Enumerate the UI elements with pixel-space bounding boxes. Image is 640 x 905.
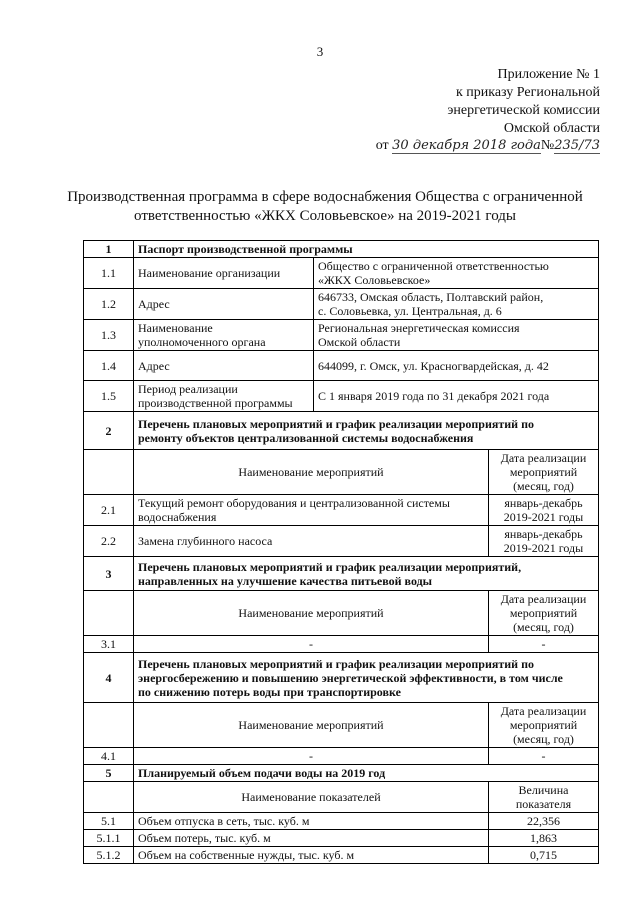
appendix-header (340, 66, 600, 138)
table-row (84, 748, 599, 765)
column-header-row (84, 703, 599, 748)
table-row (84, 636, 599, 653)
number-label: № (540, 138, 555, 153)
row-name: Замена глубинного насоса (134, 526, 489, 557)
row-name: - (134, 636, 489, 653)
date-line: январь-декабрь (504, 496, 583, 510)
row-label: Наименование организации (134, 258, 314, 289)
row-name: - (134, 748, 489, 765)
table-row (84, 813, 599, 830)
section4-header-row (84, 653, 599, 703)
name-line: Текущий ремонт оборудования и централизованной системы (138, 496, 450, 510)
column-header-row (84, 782, 599, 813)
handwritten-date: 30 декабря 2018 года (392, 138, 541, 153)
value-line: 646733, Омская область, Полтавский район, (318, 290, 544, 304)
row-number: 1.4 (84, 351, 134, 381)
date-line: 2019-2021 годы (503, 510, 584, 524)
value-line: Омской области (318, 335, 401, 349)
section-number: 2 (84, 412, 134, 450)
row-number: 5.1 (84, 813, 134, 830)
empty-cell (84, 591, 134, 636)
row-name: Объем отпуска в сеть, тыс. куб. м (134, 813, 489, 830)
section-title: Паспорт производственной программы (134, 241, 599, 258)
appendix-line2: к приказу Региональной (455, 85, 600, 100)
row-value: 0,715 (489, 847, 599, 864)
row-number: 3.1 (84, 636, 134, 653)
production-program-table (83, 240, 599, 864)
section2-header-row (84, 412, 599, 450)
document-title (40, 188, 610, 226)
section-number: 5 (84, 765, 134, 782)
row-number: 1.2 (84, 289, 134, 320)
label-line: Период реализации (138, 382, 238, 396)
column-header-date (489, 450, 599, 495)
row-number: 1.5 (84, 381, 134, 412)
date-line: 2019-2021 годы (503, 541, 584, 555)
row-number: 4.1 (84, 748, 134, 765)
title-line: Перечень плановых мероприятий и график реализации мероприятий по (138, 416, 535, 431)
title-line2: ответственностью «ЖКХ Соловьевское» на 2019-2021 годы (134, 208, 516, 224)
section5-header-row (84, 765, 599, 782)
row-label: Адрес (134, 289, 314, 320)
row-number: 1.3 (84, 320, 134, 351)
section-number: 3 (84, 557, 134, 591)
row-value: С 1 января 2019 года по 31 декабря 2021 года (314, 381, 599, 412)
row-name: Объем на собственные нужды, тыс. куб. м (134, 847, 489, 864)
title-line: по снижению потерь воды при транспортировке (138, 684, 401, 699)
row-date: - (489, 636, 599, 653)
appendix-line4: Омской области (503, 121, 600, 136)
row-number: 2.2 (84, 526, 134, 557)
row-value: 22,356 (489, 813, 599, 830)
column-header-name: Наименование показателей (134, 782, 489, 813)
row-value (314, 320, 599, 351)
label-line: уполномоченного органа (138, 335, 266, 349)
title-line: направленных на улучшение качества питьевой воды (138, 573, 433, 588)
table-row (84, 830, 599, 847)
order-date-line (300, 138, 600, 154)
header-line: Дата реализации (500, 451, 587, 465)
table-row (84, 320, 599, 351)
title-line: ремонту объектов централизованной системы водоснабжения (138, 430, 474, 445)
row-label: Адрес (134, 351, 314, 381)
column-header-date (489, 591, 599, 636)
header-line: Дата реализации (500, 704, 587, 718)
column-header-value (489, 782, 599, 813)
label-line: Наименование (138, 321, 213, 335)
table-row (84, 381, 599, 412)
row-date (489, 495, 599, 526)
header-line: (месяц, год) (513, 732, 574, 746)
header-line: мероприятий (509, 606, 578, 620)
table-row (84, 526, 599, 557)
value-line: с. Соловьевка, ул. Центральная, д. 6 (318, 304, 502, 318)
value-line: Региональная энергетическая комиссия (318, 321, 520, 335)
empty-cell (84, 703, 134, 748)
title-line: Перечень плановых мероприятий и график реализации мероприятий по (138, 656, 535, 671)
row-value (314, 289, 599, 320)
header-line: мероприятий (509, 718, 578, 732)
row-number: 5.1.2 (84, 847, 134, 864)
section-title (134, 557, 599, 591)
appendix-line1: Приложение № 1 (497, 67, 600, 82)
page-number: 3 (316, 44, 324, 59)
column-header-name: Наименование мероприятий (134, 591, 489, 636)
date-line: январь-декабрь (504, 527, 583, 541)
from-label: от (375, 138, 389, 153)
section-title (134, 653, 599, 703)
column-header-name: Наименование мероприятий (134, 450, 489, 495)
row-value (314, 258, 599, 289)
handwritten-number: 235/73 (554, 138, 600, 153)
table-row (84, 351, 599, 381)
header-line: (месяц, год) (513, 479, 574, 493)
column-header-name: Наименование мероприятий (134, 703, 489, 748)
row-date (489, 526, 599, 557)
row-date: - (489, 748, 599, 765)
section-number: 1 (84, 241, 134, 258)
title-line1: Производственная программа в сфере водоснабжения Общества с ограниченной (67, 189, 583, 205)
row-number: 1.1 (84, 258, 134, 289)
label-line: производственной программы (138, 396, 293, 410)
header-line: (месяц, год) (513, 620, 574, 634)
table-row (84, 847, 599, 864)
row-value: 644099, г. Омск, ул. Красногвардейская, д. 42 (314, 351, 599, 381)
row-value: 1,863 (489, 830, 599, 847)
row-label (134, 381, 314, 412)
row-number: 2.1 (84, 495, 134, 526)
table-row (84, 258, 599, 289)
table-row (84, 495, 599, 526)
row-number: 5.1.1 (84, 830, 134, 847)
value-line: Общество с ограниченной ответственностью (318, 259, 549, 273)
section1-header-row (84, 241, 599, 258)
appendix-line3: энергетической комиссии (447, 103, 600, 118)
empty-cell (84, 782, 134, 813)
section3-header-row (84, 557, 599, 591)
header-line: мероприятий (509, 465, 578, 479)
column-header-row (84, 591, 599, 636)
name-line: водоснабжения (138, 510, 217, 524)
section-number: 4 (84, 653, 134, 703)
row-label (134, 320, 314, 351)
value-line: «ЖКХ Соловьевское» (318, 273, 431, 287)
empty-cell (84, 450, 134, 495)
section-title: Планируемый объем подачи воды на 2019 год (134, 765, 599, 782)
table-row (84, 289, 599, 320)
row-name (134, 495, 489, 526)
section-title (134, 412, 599, 450)
row-name: Объем потерь, тыс. куб. м (134, 830, 489, 847)
header-line: показателя (515, 797, 572, 811)
header-line: Дата реализации (500, 592, 587, 606)
column-header-date (489, 703, 599, 748)
header-line: Величина (518, 783, 569, 797)
title-line: энергосбережению и повышению энергетической эффективности, в том числе (138, 670, 563, 685)
column-header-row (84, 450, 599, 495)
title-line: Перечень плановых мероприятий и график реализации мероприятий, (138, 559, 522, 574)
